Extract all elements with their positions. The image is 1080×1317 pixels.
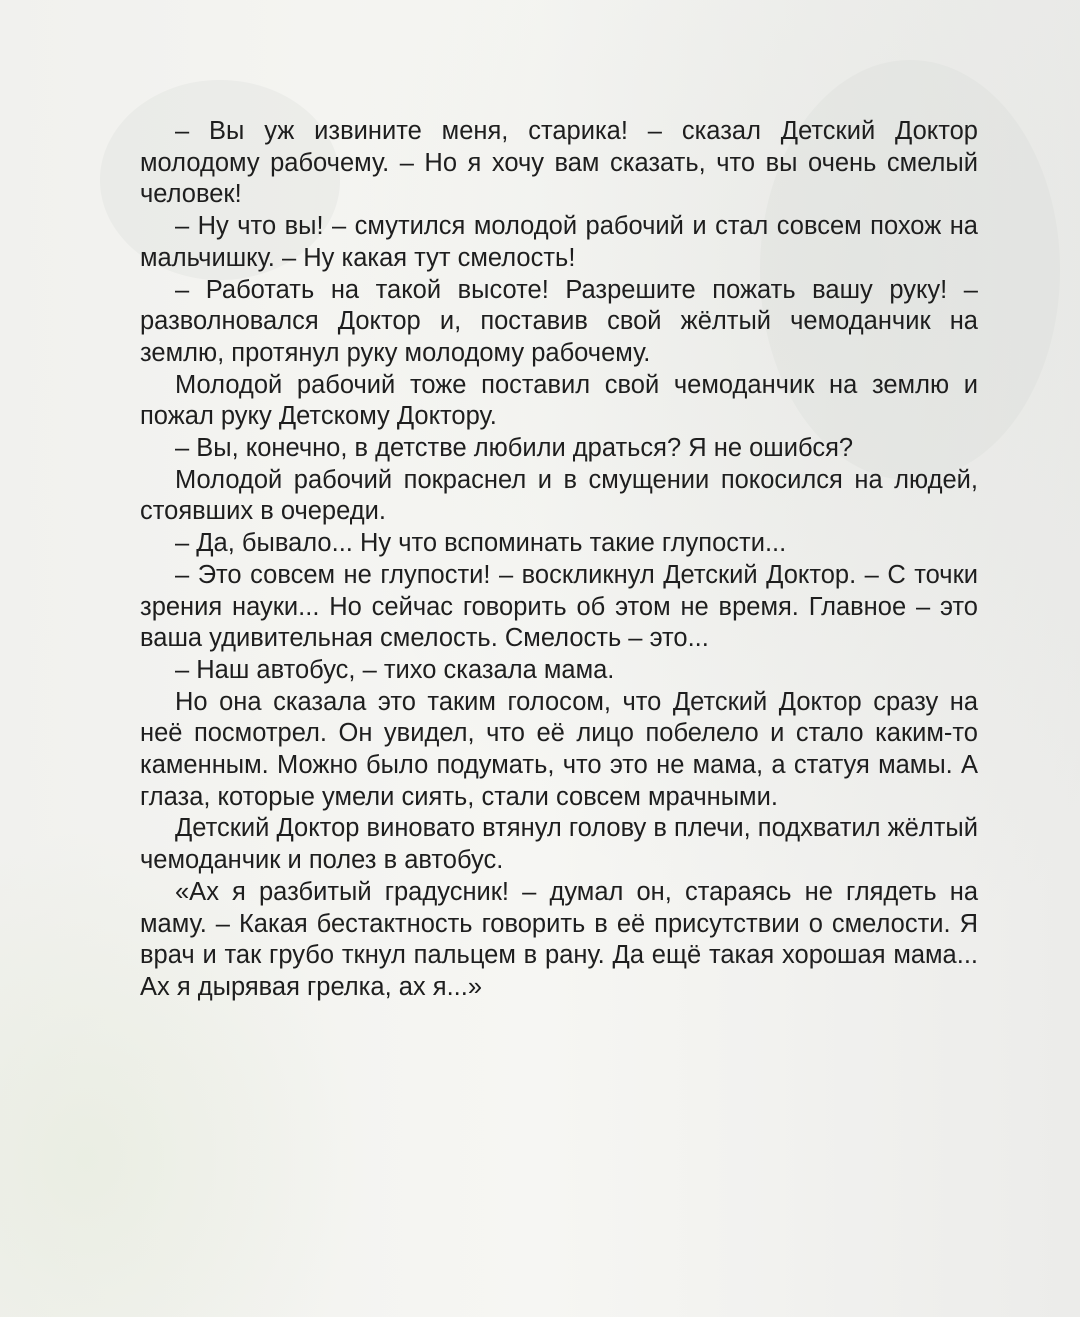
paragraph: Детский Доктор виновато втянул голову в плечи, подхватил жёлтый чемоданчик и полез в автобус.	[140, 814, 978, 875]
paragraph: – Да, бывало... Ну что вспоминать такие глупости...	[175, 529, 787, 558]
paragraph: – Вы, конечно, в детстве любили драться? Я не ошибся?	[175, 434, 854, 463]
paragraph: «Ах я разбитый градусник! – думал он, стараясь не глядеть на маму. – Какая бестактность говорить в её присутствии о смелости. Я врач и так грубо ткнул пальцем в рану. Да ещё такая хорошая мама... Ах я дырявая грелка, ах я...»	[140, 877, 978, 1001]
paragraph: – Ну что вы! – смутился молодой рабочий и стал совсем похож на мальчишку. – Ну какая тут смелость!	[140, 212, 978, 272]
paragraph: – Работать на такой высоте! Разрешите пожать вашу руку! – разволновался Доктор и, поставив свой жёлтый чемоданчик на землю, протянул руку молодому рабочему.	[140, 275, 978, 367]
story-text	[140, 116, 978, 1004]
paragraph: – Это совсем не глупости! – воскликнул Детский Доктор. – С точки зрения науки... Но сейчас говорить об этом не время. Главное – это ваша удивительная смелость. Смелость – это...	[140, 560, 978, 653]
paragraph: Молодой рабочий покраснел и в смущении покосился на людей, стоявших в очереди.	[140, 465, 978, 526]
paragraph: – Вы уж извините меня, старика! – сказал Детский Доктор молодому рабочему. – Но я хочу вам сказать, что вы очень смелый человек!	[140, 117, 978, 209]
paragraph: – Наш автобус, – тихо сказала мама.	[175, 655, 615, 684]
paragraph: Но она сказала это таким голосом, что Детский Доктор сразу на неё посмотрел. Он увидел, что её лицо побелело и стало каким-то каменным. Можно было подумать, что это не мама, а статуя мамы. А глаза, которые умели сиять, стали совсем мрачными.	[140, 687, 978, 811]
paragraph: Молодой рабочий тоже поставил свой чемоданчик на землю и пожал руку Детскому Доктору.	[140, 370, 978, 431]
